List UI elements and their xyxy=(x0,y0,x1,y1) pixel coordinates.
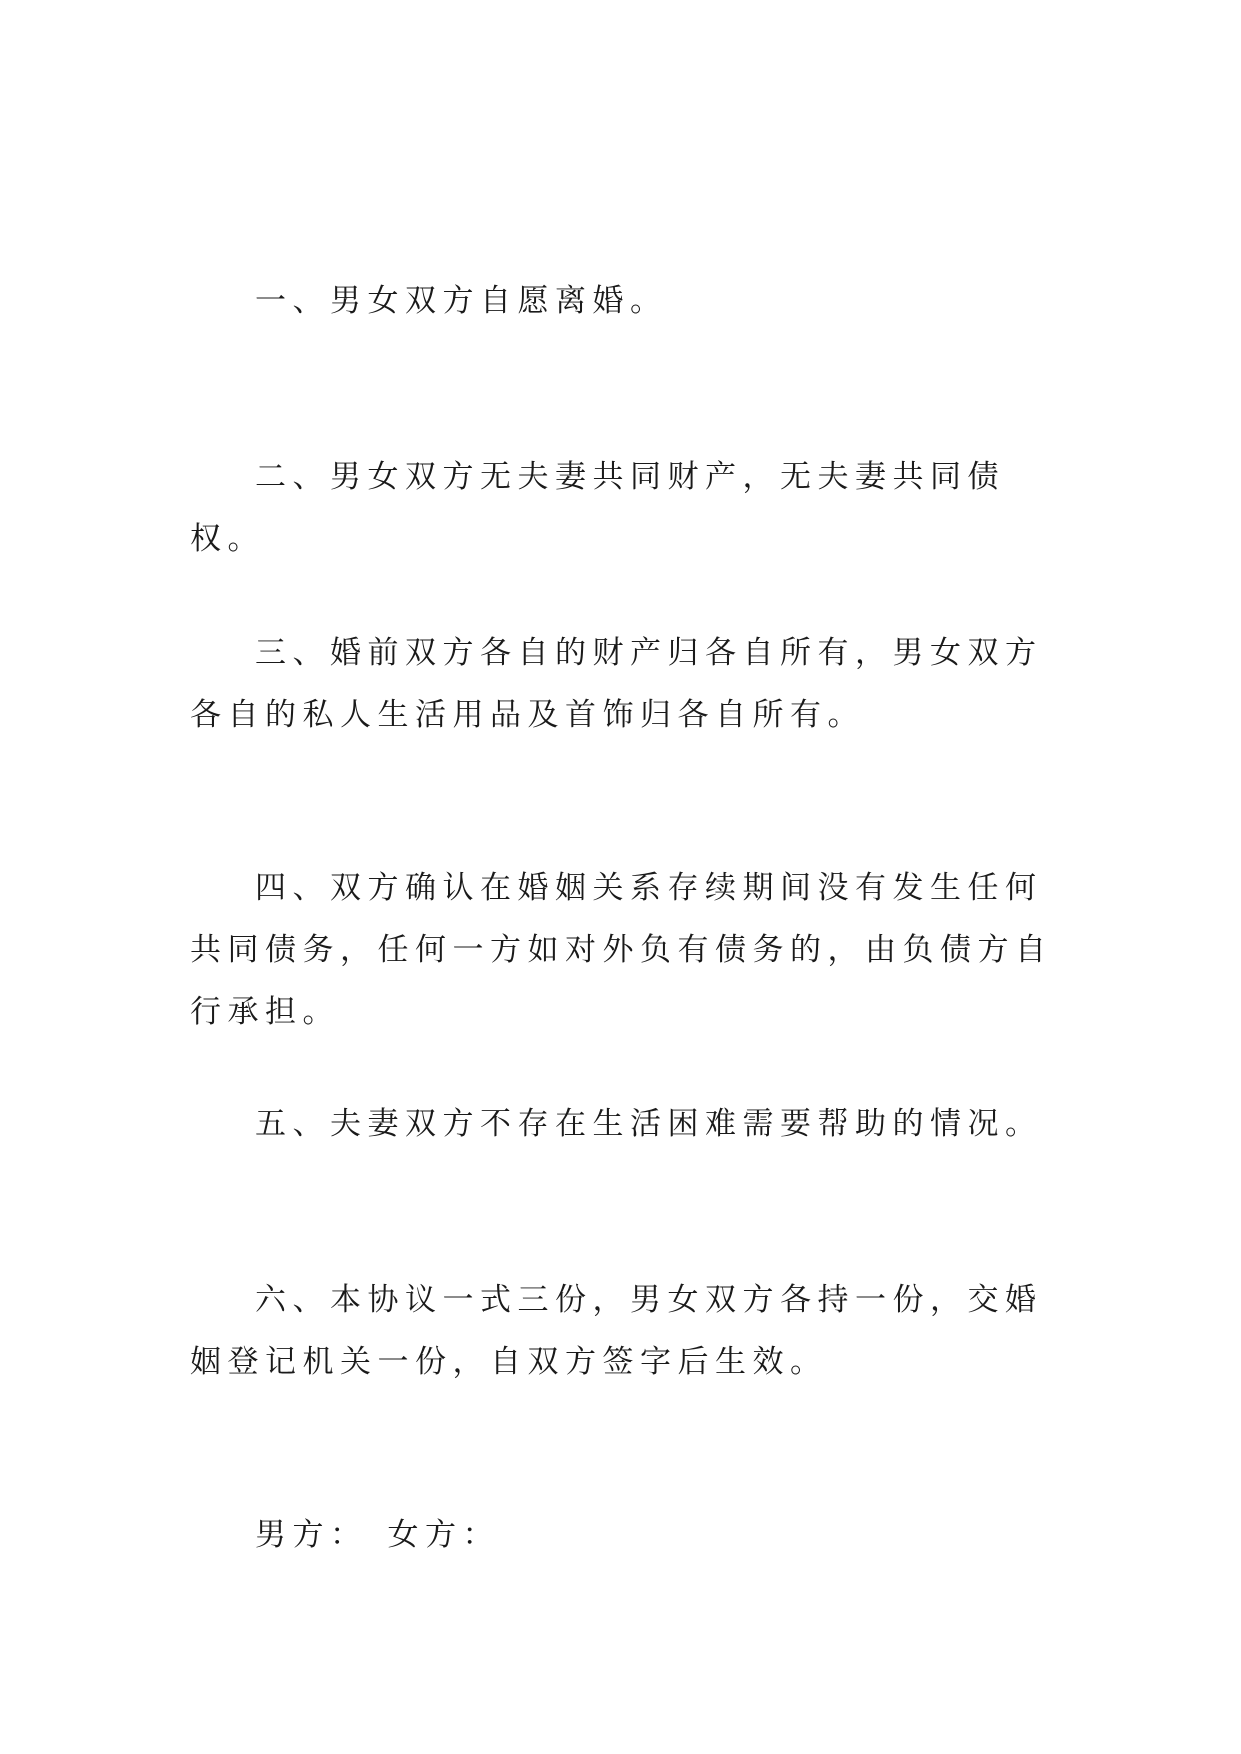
female-signature-label: 女方： xyxy=(387,1517,500,1553)
clause-2: 二、男女双方无夫妻共同财产，无夫妻共同债权。 xyxy=(190,459,1005,557)
clause-5: 五、夫妻双方不存在生活困难需要帮助的情况。 xyxy=(255,1106,1043,1142)
clause-1: 一、男女双方自愿离婚。 xyxy=(255,283,668,319)
clause-6: 六、本协议一式三份，男女双方各持一份，交婚姻登记机关一份，自双方签字后生效。 xyxy=(190,1282,1043,1380)
male-signature-label: 男方： xyxy=(255,1517,368,1553)
clause-3: 三、婚前双方各自的财产归各自所有，男女双方各自的私人生活用品及首饰归各自所有。 xyxy=(190,635,1043,733)
signature-line xyxy=(255,1504,500,1566)
clause-4: 四、双方确认在婚姻关系存续期间没有发生任何共同债务，任何一方如对外负有债务的，由负债方自行承担。 xyxy=(190,870,1053,1030)
